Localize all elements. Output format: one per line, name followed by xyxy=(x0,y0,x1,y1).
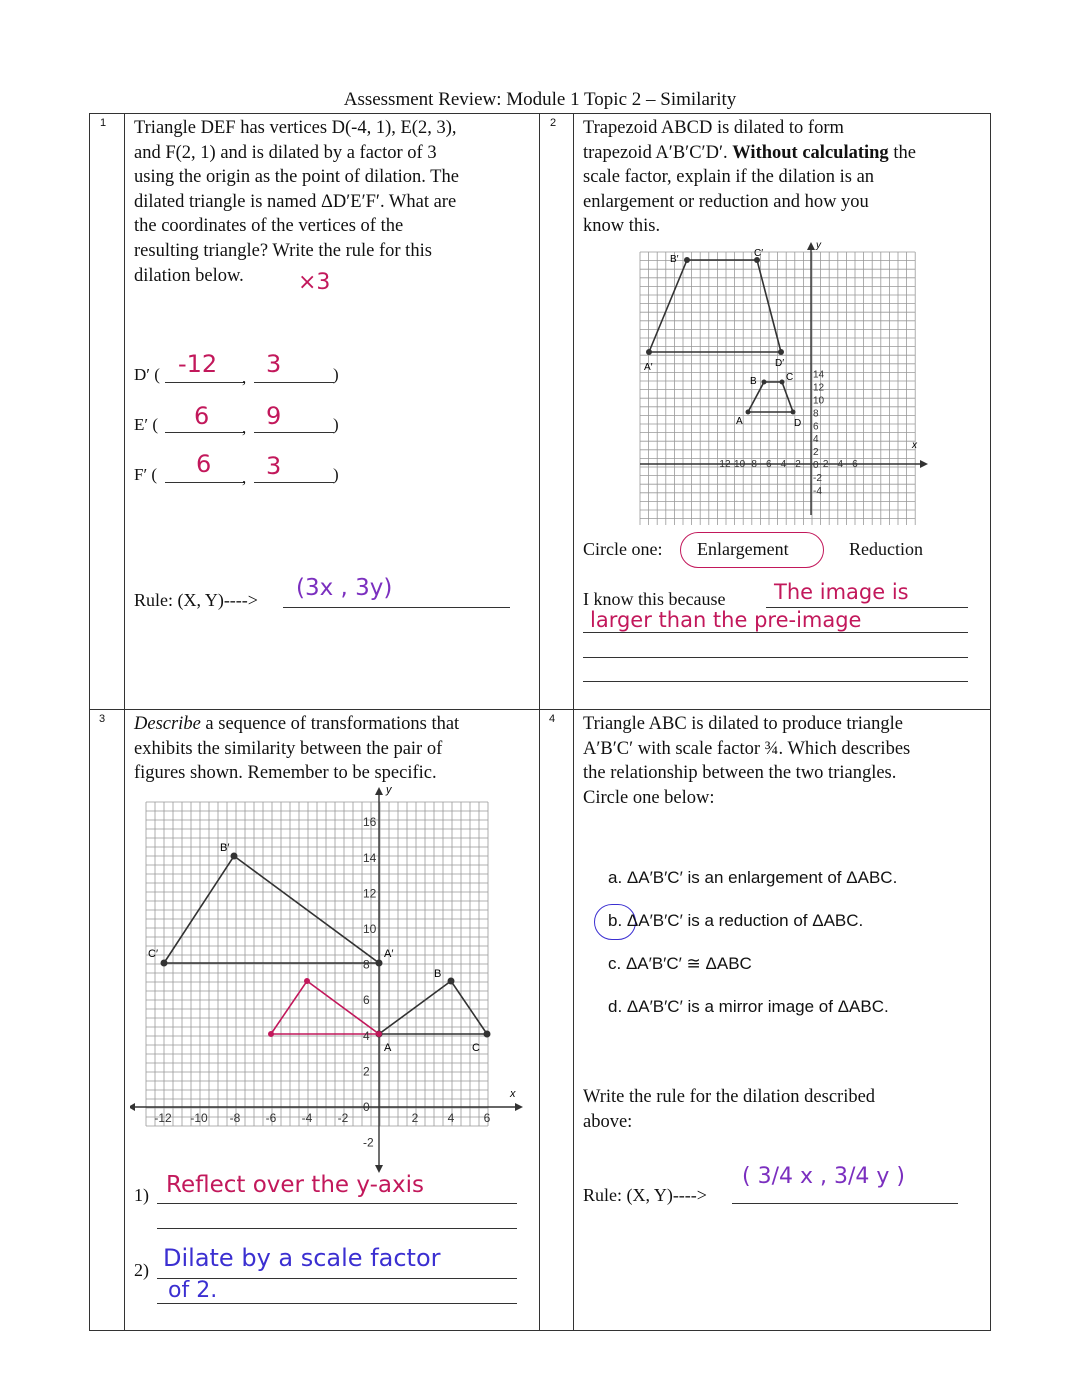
text-part: trapezoid A′B′C′D′. xyxy=(583,142,728,163)
text-line: figures shown. Remember to be specific. xyxy=(134,763,437,784)
answer-line xyxy=(157,1203,517,1204)
question-number: 2 xyxy=(550,117,557,129)
triangle-preimage xyxy=(379,981,487,1034)
q4-rule-prompt xyxy=(583,1085,983,1134)
q4-option-a[interactable]: a. ΔA′B′C′ is an enlargement of ΔABC. xyxy=(608,868,898,887)
vertex-label: C xyxy=(786,372,794,383)
axis-label: x xyxy=(510,1088,516,1100)
q3-step1: Reflect over the y-axis xyxy=(166,1172,424,1198)
answer-line xyxy=(583,657,968,658)
text-line: and F(2, 1) and is dilated by a factor of 3 xyxy=(134,142,437,163)
point xyxy=(684,257,690,263)
question-number: 1 xyxy=(100,117,107,129)
graph-q2 xyxy=(630,240,930,525)
q3-step2-num: 2) xyxy=(134,1260,149,1280)
answer-line xyxy=(157,1228,517,1229)
comma: , xyxy=(242,418,247,437)
q2-prompt xyxy=(583,116,983,239)
answer-line xyxy=(583,632,968,633)
point xyxy=(746,410,751,415)
vertex-label: C′ xyxy=(754,248,764,259)
q1-e-y: 9 xyxy=(266,402,282,430)
comma: , xyxy=(242,468,247,487)
vertex-label: B xyxy=(434,968,442,980)
vertex-label: C′ xyxy=(148,948,159,960)
answer-line xyxy=(165,482,245,483)
text-part: the xyxy=(893,142,916,163)
paren: ) xyxy=(333,365,339,384)
tick-label: -4 xyxy=(301,1111,313,1125)
text-line: resulting triangle? Write the rule for this xyxy=(134,240,432,261)
axis-label: y xyxy=(386,785,392,796)
tick-label: -2 xyxy=(337,1111,349,1125)
answer-line xyxy=(254,432,334,433)
q1-f-x: 6 xyxy=(196,450,212,478)
tick-label: 0 xyxy=(363,1100,370,1114)
point xyxy=(376,1031,382,1037)
point xyxy=(791,410,796,415)
tick-label: 12 xyxy=(813,382,825,394)
divider xyxy=(573,114,574,1330)
point xyxy=(268,1031,274,1037)
text-line: scale factor, explain if the dilation is an xyxy=(583,167,875,188)
tick-label: -12 xyxy=(154,1111,172,1125)
y-tick-labels xyxy=(813,370,825,497)
point xyxy=(646,349,652,355)
q4-option-c[interactable]: c. ΔA′B′C′ ≅ ΔABC xyxy=(608,954,752,973)
tick-label: 12 xyxy=(363,886,377,901)
text-line: enlargement or reduction and how you xyxy=(583,191,869,212)
bold-phrase: Without calculating xyxy=(732,142,889,163)
tick-label: -12 xyxy=(716,459,731,470)
question-number: 4 xyxy=(549,713,556,725)
row-label: D′ ( xyxy=(134,365,160,384)
point xyxy=(161,960,168,967)
answer-line xyxy=(583,681,968,682)
tick-label: 16 xyxy=(363,815,377,830)
point xyxy=(376,960,383,967)
tick-label: 6 xyxy=(852,459,858,470)
vertex-label: A′ xyxy=(644,362,653,373)
q2-answer-line1: The image is xyxy=(774,580,909,604)
italic-word: Describe xyxy=(134,714,201,734)
text-line: Triangle ABC is dilated to produce triangle xyxy=(583,714,903,734)
tick-label: 10 xyxy=(363,922,377,936)
row-label: E′ ( xyxy=(134,415,159,434)
tick-label: 8 xyxy=(813,408,819,420)
divider xyxy=(539,114,540,1330)
tick-label: 4 xyxy=(447,1111,455,1125)
vertex-label: A′ xyxy=(384,948,394,960)
tick-label: 14 xyxy=(363,850,377,865)
answer-line xyxy=(165,432,245,433)
y-arrow xyxy=(375,787,383,795)
q3-step1-num: 1) xyxy=(134,1185,149,1205)
text-line: exhibits the similarity between the pair of xyxy=(134,738,443,759)
graph-q3 xyxy=(130,785,530,1175)
y-arrow xyxy=(807,242,815,250)
q3-step2-line1: Dilate by a scale factor xyxy=(163,1244,441,1272)
point xyxy=(780,380,785,385)
row-label: F′ ( xyxy=(134,465,158,484)
tick-label: 8 xyxy=(363,957,370,972)
q3-prompt xyxy=(134,712,539,786)
q1-e-x: 6 xyxy=(194,402,210,430)
text-line: know this. xyxy=(583,216,661,237)
text-line: Write the rule for the dilation described xyxy=(583,1087,876,1107)
q4-option-d[interactable]: d. ΔA′B′C′ is a mirror image of ΔABC. xyxy=(608,997,889,1016)
tick-label: 6 xyxy=(363,993,370,1008)
vertex-label: A xyxy=(384,1042,392,1054)
point xyxy=(231,853,238,860)
q4-rule-label: Rule: (X, Y)----> xyxy=(583,1185,707,1205)
tick-label: -2 xyxy=(813,472,822,484)
q1-prompt xyxy=(134,116,534,288)
q2-answer-line2: larger than the pre-image xyxy=(590,608,862,632)
text-part: a sequence of transformations that xyxy=(205,714,460,734)
vertex-label: B′ xyxy=(670,254,679,265)
q2-circle-label: Circle one: xyxy=(583,539,663,559)
tick-label: -2 xyxy=(363,1135,374,1150)
q1-row-e xyxy=(134,415,158,435)
paren: ) xyxy=(333,465,339,484)
tick-label: -6 xyxy=(265,1111,277,1125)
point xyxy=(304,978,310,984)
axis-label: x xyxy=(912,440,917,451)
text-line: dilated triangle is named ΔD′E′F′. What are xyxy=(134,191,457,212)
tick-label: 6 xyxy=(483,1111,491,1125)
q1-note: ×3 xyxy=(298,270,331,295)
triangle-reflection xyxy=(271,981,379,1034)
text-line: the relationship between the two triangles. xyxy=(583,763,897,784)
grid xyxy=(146,802,488,1126)
text-line: Triangle DEF has vertices D(-4, 1), E(2, 3), xyxy=(134,118,457,138)
vertex-label: D xyxy=(794,418,802,429)
answer-line xyxy=(254,482,334,483)
tick-label: -4 xyxy=(813,485,822,497)
point xyxy=(484,1031,491,1038)
vertex-label: B xyxy=(750,376,757,387)
q4-prompt xyxy=(583,712,983,810)
tick-label: 2 xyxy=(822,459,829,470)
vertex-label: C xyxy=(472,1042,480,1054)
answer-line xyxy=(283,607,510,608)
tick-label: 2 xyxy=(813,447,819,459)
tick-label: 2 xyxy=(363,1064,370,1079)
answer-line xyxy=(157,1303,517,1304)
page-title: Assessment Review: Module 1 Topic 2 – Similarity xyxy=(343,89,737,110)
vertex-label: A xyxy=(736,416,743,427)
x-tick-labels xyxy=(154,1111,490,1125)
tick-label: -4 xyxy=(777,459,787,470)
tick-label: -10 xyxy=(190,1111,208,1125)
grid xyxy=(640,252,915,525)
tick-label: -10 xyxy=(730,459,746,470)
paren: ) xyxy=(333,415,339,434)
text-line: using the origin as the point of dilation. The xyxy=(134,167,459,188)
divider xyxy=(90,709,990,710)
vertex-label: D′ xyxy=(775,358,785,369)
triangle-image xyxy=(164,856,379,963)
q2-option-reduction[interactable]: Reduction xyxy=(849,539,923,559)
text-line xyxy=(134,712,539,737)
tick-label: 4 xyxy=(363,1028,370,1043)
q4-option-b[interactable]: b. ΔA′B′C′ is a reduction of ΔABC. xyxy=(608,911,864,930)
divider xyxy=(124,114,125,1330)
tick-label: -6 xyxy=(762,459,772,470)
q3-step2-line2: of 2. xyxy=(168,1278,218,1303)
text-line: Trapezoid ABCD is dilated to form xyxy=(583,118,844,138)
answer-line xyxy=(165,382,245,383)
tick-label: 2 xyxy=(411,1111,419,1125)
comma: , xyxy=(242,368,247,387)
text-line: A′B′C′ with scale factor ¾. Which describes xyxy=(583,738,911,759)
q1-row-d xyxy=(134,365,160,385)
x-arrow xyxy=(920,460,928,468)
x-arrow xyxy=(515,1103,523,1111)
q1-d-y: 3 xyxy=(266,350,282,378)
q1-f-y: 3 xyxy=(266,452,282,480)
tick-label: 4 xyxy=(837,459,844,470)
q1-rule-label: Rule: (X, Y)----> xyxy=(134,590,258,610)
vertex-label: B′ xyxy=(220,842,230,854)
q2-option-enlargement[interactable]: Enlargement xyxy=(697,539,789,559)
tick-label: -2 xyxy=(791,459,801,470)
question-number: 3 xyxy=(99,713,106,725)
text-line: Circle one below: xyxy=(583,787,715,808)
answer-line xyxy=(254,382,334,383)
x-arrow-left xyxy=(130,1103,135,1111)
tick-label: 14 xyxy=(813,369,825,381)
text-line: the coordinates of the vertices of the xyxy=(134,216,404,237)
text-line: above: xyxy=(583,1111,633,1132)
tick-label: 10 xyxy=(813,395,825,407)
point xyxy=(778,349,784,355)
q1-row-f xyxy=(134,465,157,485)
point xyxy=(448,978,455,985)
q4-rule-answer: ( 3/4 x , 3/4 y ) xyxy=(742,1164,905,1189)
text-line: dilation below. xyxy=(134,265,244,286)
tick-label: -8 xyxy=(748,459,757,470)
tick-label: 6 xyxy=(813,421,819,433)
tick-label: -8 xyxy=(229,1111,241,1125)
tick-label: 4 xyxy=(813,434,819,446)
answer-line xyxy=(732,1203,958,1204)
tick-label: 0 xyxy=(813,460,819,471)
axis-label: y xyxy=(816,240,821,251)
text-line xyxy=(583,141,983,166)
q1-rule-answer: (3x , 3y) xyxy=(296,575,393,601)
q1-d-x: -12 xyxy=(178,350,218,378)
point xyxy=(762,380,767,385)
q2-because-label: I know this because xyxy=(583,589,726,609)
